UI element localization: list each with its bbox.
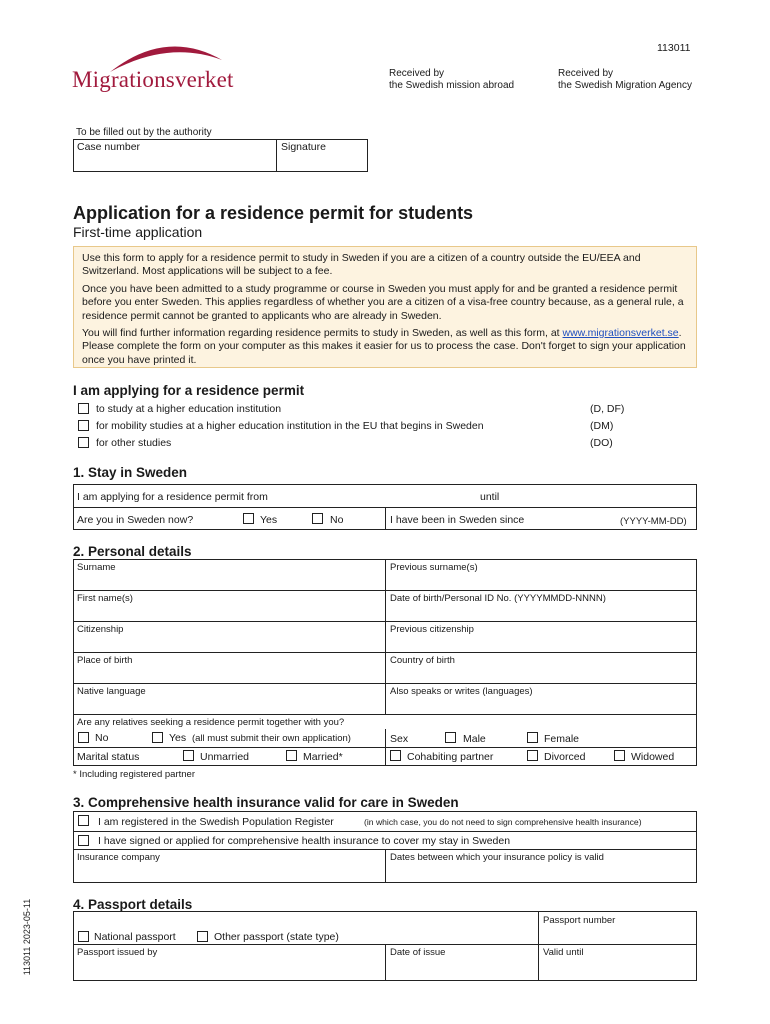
national-passport-label: National passport (94, 931, 176, 943)
sex-label: Sex (390, 733, 409, 745)
other-lang-field[interactable]: Also speaks or writes (languages) (390, 686, 533, 697)
study-higher-ed-checkbox[interactable] (78, 403, 89, 414)
dob-field[interactable]: Date of birth/Personal ID No. (YYYYMMDD-NNNN) (390, 593, 606, 604)
unmarried-label: Unmarried (200, 751, 250, 763)
other-passport-checkbox[interactable] (197, 931, 208, 942)
other-studies-label: for other studies (96, 437, 172, 449)
margin-form-code: 113011 2023-05-11 (22, 898, 32, 976)
passport-issued-by-field[interactable]: Passport issued by (77, 947, 158, 958)
received-agency-line2: the Swedish Migration Agency (558, 80, 692, 91)
population-register-checkbox[interactable] (78, 815, 89, 826)
sex-female-checkbox[interactable] (527, 732, 538, 743)
relatives-divider (385, 729, 386, 766)
signed-insurance-checkbox[interactable] (78, 835, 89, 846)
widowed-checkbox[interactable] (614, 750, 625, 761)
received-agency-line1: Received by (558, 68, 614, 79)
authority-caption: To be filled out by the authority (76, 127, 212, 138)
in-sweden-no-checkbox[interactable] (312, 513, 323, 524)
native-lang-field[interactable]: Native language (77, 686, 146, 697)
divorced-checkbox[interactable] (527, 750, 538, 761)
mobility-studies-code: (DM) (590, 420, 614, 432)
country-birth-field[interactable]: Country of birth (390, 655, 455, 666)
partner-footnote: * Including registered partner (73, 769, 195, 780)
prev-citizenship-field[interactable]: Previous citizenship (390, 624, 474, 635)
permit-from-field[interactable]: I am applying for a residence permit from (77, 491, 268, 503)
case-number-field[interactable]: Case number (77, 141, 141, 153)
divorced-label: Divorced (544, 751, 586, 763)
other-passport-label: Other passport (state type) (214, 931, 339, 943)
personal-row-1 (73, 590, 697, 591)
signed-insurance-label: I have signed or applied for comprehensive health insurance to cover my stay in Sweden (98, 835, 511, 847)
personal-row-2 (73, 621, 697, 622)
marital-label: Marital status (77, 751, 140, 763)
surname-field[interactable]: Surname (77, 562, 116, 573)
insurance-dates-field[interactable]: Dates between which your insurance policy is valid (390, 852, 604, 863)
stay-col-divider (385, 507, 386, 530)
in-sweden-yes-checkbox[interactable] (243, 513, 254, 524)
sex-female-label: Female (544, 733, 580, 745)
personal-col-divider (385, 559, 386, 714)
applying-title: I am applying for a residence permit (73, 383, 305, 398)
permit-until-field[interactable]: until (480, 491, 500, 503)
info-p3-after: . Please complete the form on your computer as this makes it easier for us to process the case. Don't forget to sign your application once you have printed it. (82, 327, 686, 366)
migrationsverket-link[interactable]: www.migrationsverket.se (562, 327, 679, 340)
population-register-note: (in which case, you do not need to sign comprehensive health insurance) (364, 817, 642, 827)
in-sweden-no-label: No (330, 514, 344, 526)
relatives-yes-label: Yes (169, 732, 187, 744)
other-studies-checkbox[interactable] (78, 437, 89, 448)
insurance-title: 3. Comprehensive health insurance valid for care in Sweden (73, 795, 459, 810)
passport-number-field[interactable]: Passport number (543, 915, 616, 926)
relatives-no-label: No (95, 732, 109, 744)
received-abroad-line1: Received by (389, 68, 445, 79)
other-studies-code: (DO) (590, 437, 613, 449)
study-higher-ed-label: to study at a higher education institution (96, 403, 282, 415)
married-label: Married* (303, 751, 343, 763)
insurance-company-field[interactable]: Insurance company (77, 852, 160, 863)
personal-row-3 (73, 652, 697, 653)
in-sweden-question: Are you in Sweden now? (77, 514, 194, 526)
date-format-hint: (YYYY-MM-DD) (620, 516, 687, 527)
first-names-field[interactable]: First name(s) (77, 593, 133, 604)
personal-row-4 (73, 683, 697, 684)
population-register-label: I am registered in the Swedish Population Register (98, 816, 334, 828)
agency-logo-text: Migrationsverket (72, 67, 234, 92)
info-paragraph-1: Use this form to apply for a residence permit to study in Sweden if you are a citizen of a country outside the EU/EEA and Switzerland. Most applications will be subject to a fee. (82, 252, 641, 278)
unmarried-checkbox[interactable] (183, 750, 194, 761)
date-of-issue-field[interactable]: Date of issue (390, 947, 446, 958)
relatives-yes-note: (all must submit their own application) (192, 733, 351, 744)
received-abroad-line2: the Swedish mission abroad (389, 80, 515, 91)
in-sweden-since-field[interactable]: I have been in Sweden since (390, 514, 525, 526)
in-sweden-yes-label: Yes (260, 514, 278, 526)
passport-col-divider-2 (385, 944, 386, 981)
page-title: Application for a residence permit for students (73, 203, 474, 223)
info-box (73, 246, 697, 368)
cohabiting-checkbox[interactable] (390, 750, 401, 761)
cohabiting-label: Cohabiting partner (407, 751, 494, 763)
prev-surname-field[interactable]: Previous surname(s) (390, 562, 478, 573)
citizenship-field[interactable]: Citizenship (77, 624, 124, 635)
page-subtitle: First-time application (73, 224, 203, 240)
info-p3-before: You will find further information regarding residence permits to study in Sweden, as well as this form, at (82, 327, 563, 340)
form-number: 113011 (657, 42, 691, 54)
place-birth-field[interactable]: Place of birth (77, 655, 133, 666)
relatives-question: Are any relatives seeking a residence permit together with you? (77, 717, 345, 728)
authority-divider (276, 139, 277, 172)
signature-field[interactable]: Signature (281, 141, 326, 153)
relatives-yes-checkbox[interactable] (152, 732, 163, 743)
passport-col-divider-1 (538, 911, 539, 981)
insurance-row-1 (73, 831, 697, 832)
mobility-studies-label: for mobility studies at a higher education institution in the EU that begins in Sweden (96, 420, 484, 432)
stay-title: 1. Stay in Sweden (73, 465, 188, 480)
info-paragraph-3 (82, 327, 688, 367)
married-checkbox[interactable] (286, 750, 297, 761)
relatives-no-checkbox[interactable] (78, 732, 89, 743)
widowed-label: Widowed (631, 751, 675, 763)
study-higher-ed-code: (D, DF) (590, 403, 625, 415)
national-passport-checkbox[interactable] (78, 931, 89, 942)
passport-title: 4. Passport details (73, 897, 193, 912)
mobility-studies-checkbox[interactable] (78, 420, 89, 431)
info-paragraph-2: Once you have been admitted to a study programme or course in Sweden you must apply for and be granted a residence permit before you enter Sweden. This applies regardless of whether you are a citizen of a visa-free country because, as a general rule, a residence permit cannot be granted to applicants who are already in Sweden. (82, 282, 684, 322)
personal-row-5 (73, 714, 697, 715)
sex-male-label: Male (463, 733, 486, 745)
sex-male-checkbox[interactable] (445, 732, 456, 743)
insurance-col-divider (385, 849, 386, 883)
personal-title: 2. Personal details (73, 544, 192, 559)
valid-until-field[interactable]: Valid until (543, 947, 584, 958)
